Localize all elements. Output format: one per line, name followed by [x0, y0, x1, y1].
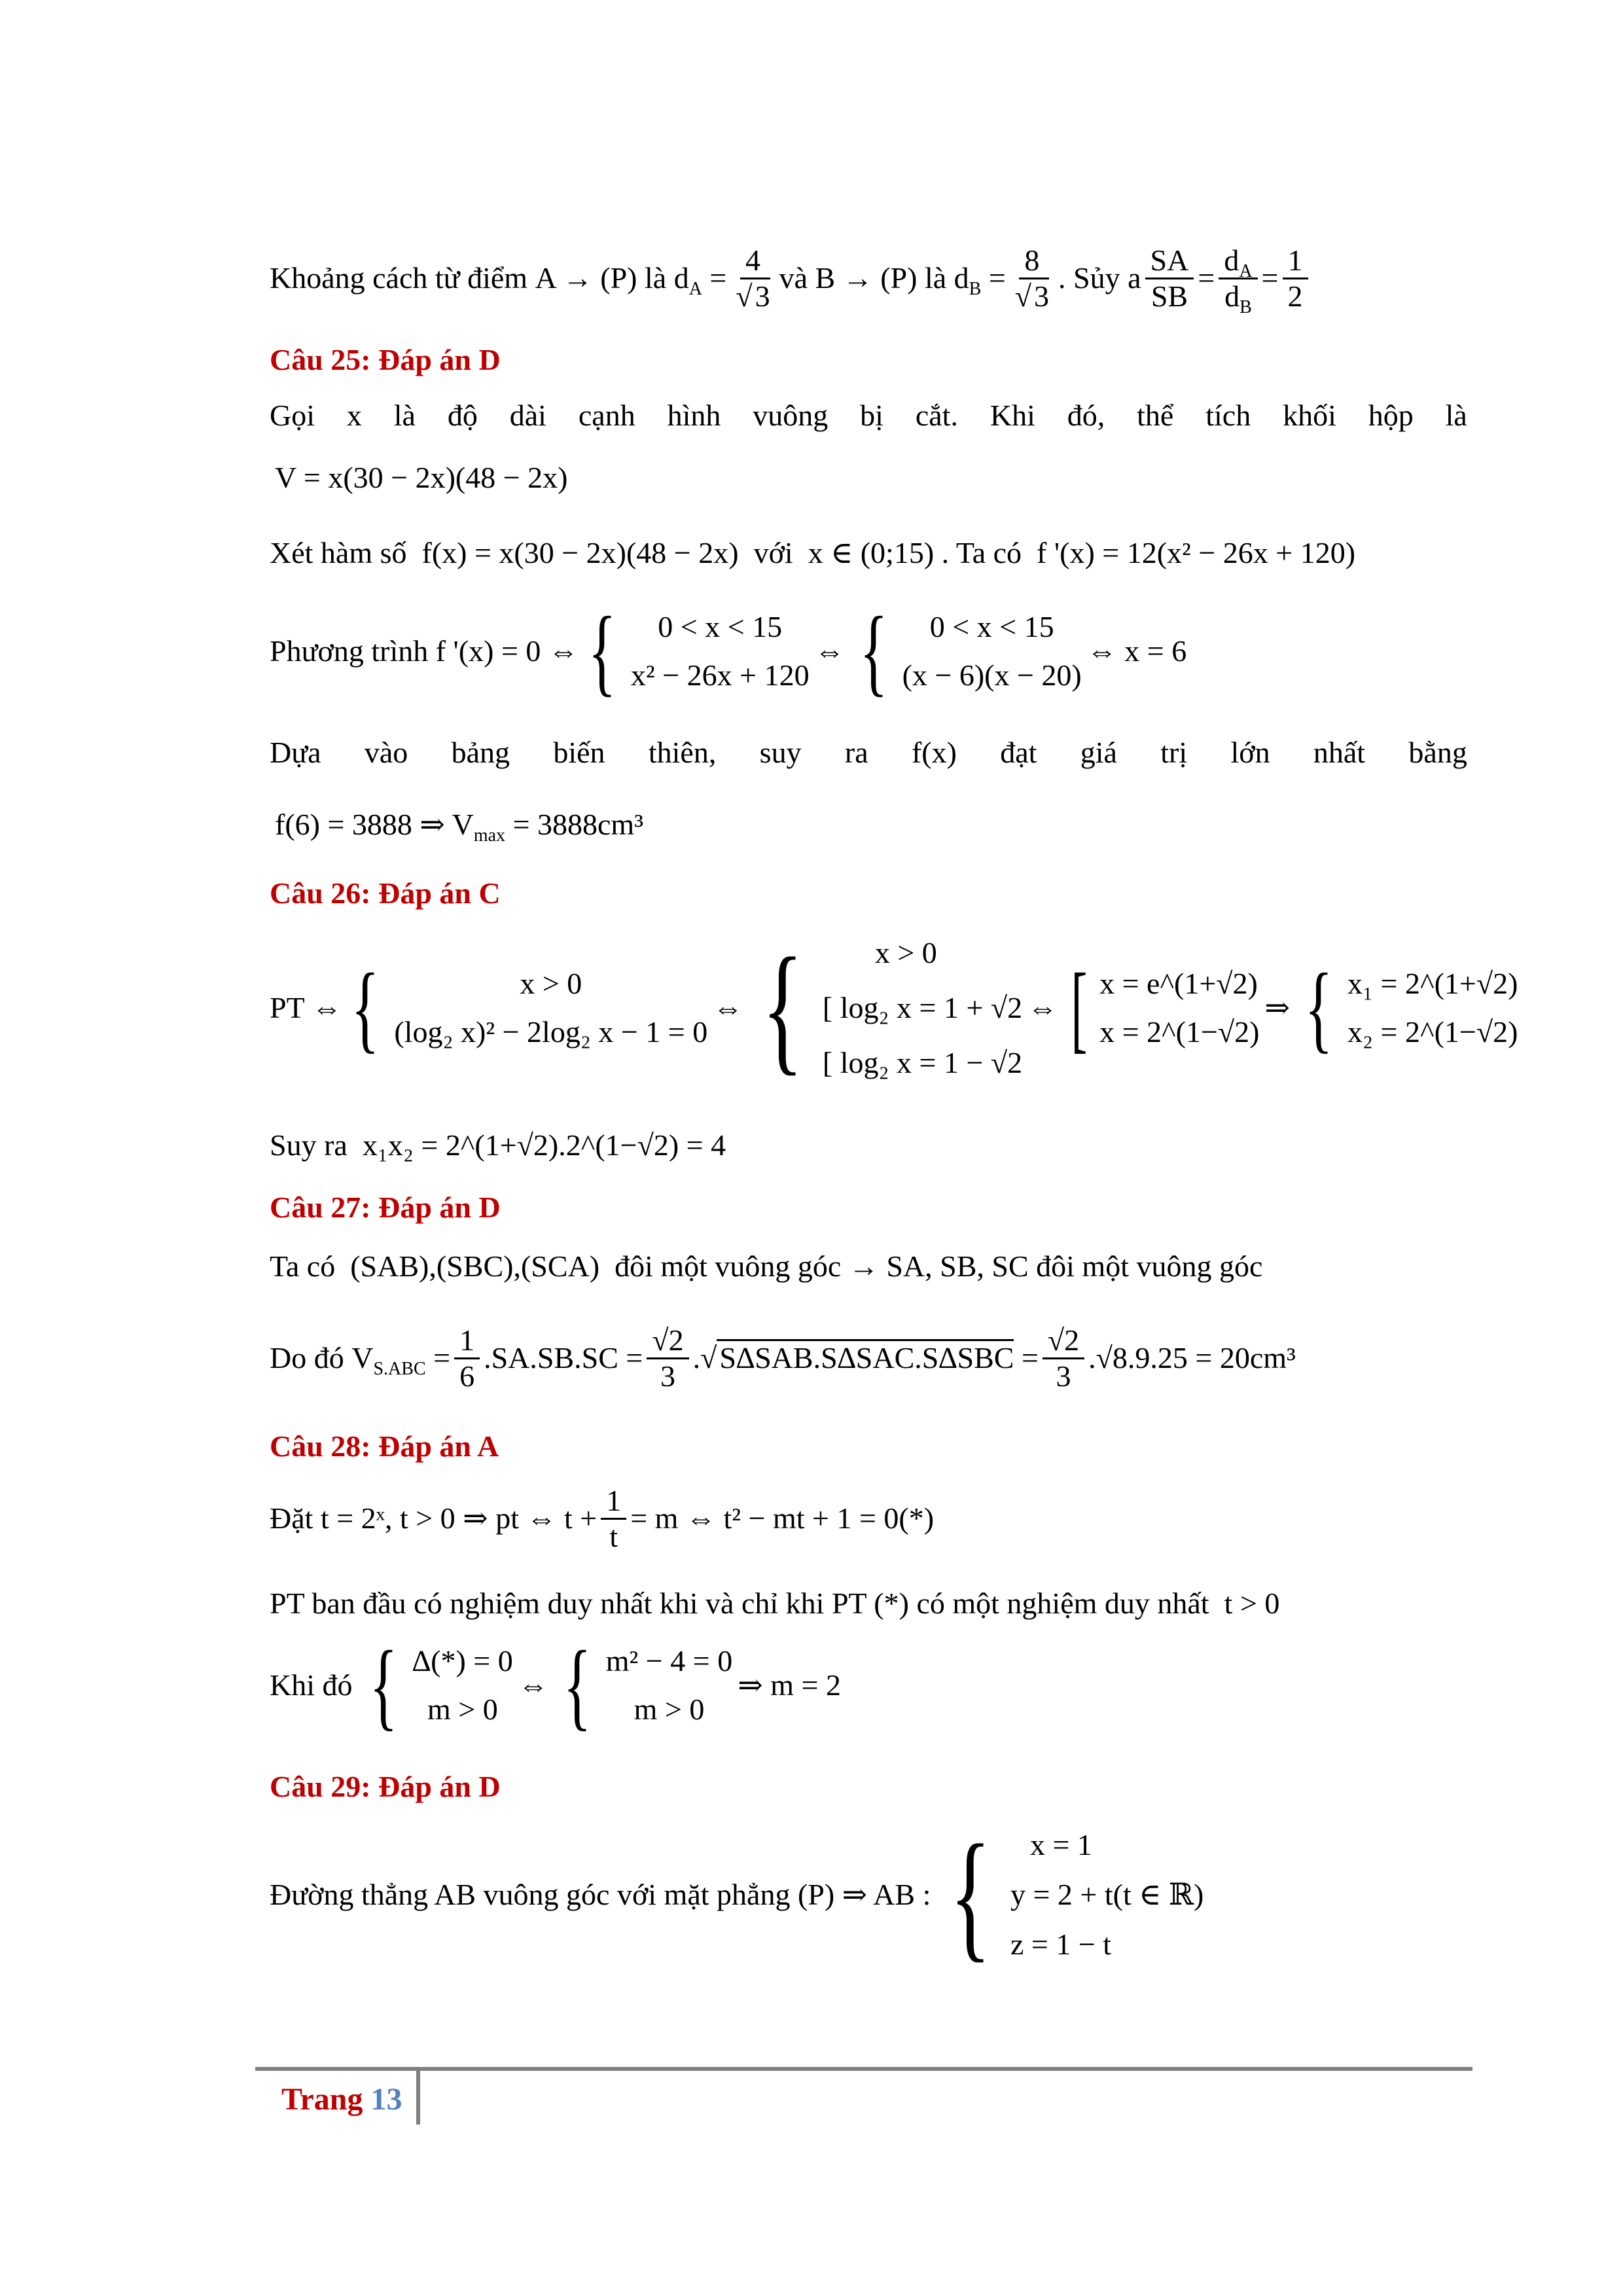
word: đó, [1067, 399, 1105, 432]
q25-result: f(6) = 3888 ⇒ $V_{max} = 3888cm^3$ [275, 808, 643, 846]
word: Gọi [270, 399, 315, 432]
text: và [779, 261, 808, 295]
q25-function-line: Xét hàm số f(x) = x(30 − 2x)(48 − 2x) với x ∈ (0;15) . Ta có f '(x) = 12(x² − 26x + 120) [270, 536, 1356, 569]
word: Dựa [270, 736, 321, 769]
text: là [644, 261, 667, 295]
heading-q29: Câu 29: Đáp án D [270, 1770, 501, 1803]
system: { ∆(*) = 0 m > 0 [369, 1631, 513, 1740]
word: f(x) [911, 736, 957, 769]
word: vuông [753, 399, 829, 432]
page-footer [281, 2080, 402, 2119]
q25-equation-line: Phương trình f '(x) = 0 ⇔ { 0 < x < 15 x² − 26x + 120 ⇔ { 0 < x < 15 (x − 6)(x − 20) ⇔ x = 6 [270, 597, 1187, 706]
q27-line-2: Do đó $V_{S.ABC}$ = $\frac{1}{6}$ .SA.SB.SC = $\frac{√2}{3}$ .√S∆SAB.S∆SAC.S∆SBC = $\frac{√2}{3}$ .√8.9.25 = 20cm³ [270, 1323, 1296, 1393]
system: [ x = e^(1+√2) x = 2^(1−√2) [1071, 954, 1260, 1062]
heading-q27: Câu 27: Đáp án D [270, 1191, 501, 1224]
q26-solution: PT ⇔ { x > 0 (log₂ x)² − 2log₂ x − 1 = 0 ⇔ { x > 0 [ log₂ x = 1 + √2 [ log₂ x = 1 − √2 ⇔ [ x = e^(1+√2) x = 2^(1−√2) ⇒ { x₁ = 2^(1+√2) x₂ = 2^(1−√2) [270, 923, 1467, 1093]
word: hộp [1368, 399, 1414, 432]
math: $d_B$ = [954, 261, 1006, 300]
word: ra [844, 736, 868, 769]
q28-line-3: Khi đó { ∆(*) = 0 m > 0 ⇔ { m² − 4 = 0 m > 0 ⇒ m = 2 [270, 1631, 841, 1740]
q28-line-2: PT ban đầu có nghiệm duy nhất khi và chỉ khi PT (*) có một nghiệm duy nhất t > 0 [270, 1587, 1280, 1620]
system: { x > 0 [ log₂ x = 1 + √2 [ log₂ x = 1 − √2 [762, 928, 1023, 1088]
word: thể [1137, 399, 1174, 432]
text: . Sủy a [1058, 261, 1141, 295]
fraction: $\frac{1}{6}$ [454, 1323, 480, 1393]
q28-line-1: Đặt t = 2ˣ, t > 0 ⇒ pt ⇔ t + $\frac{1}{t}$ = m ⇔ t² − mt + 1 = 0(*) [270, 1483, 935, 1553]
footer-rule [255, 2067, 1472, 2071]
word: cắt. [915, 399, 958, 432]
word: bằng [1408, 736, 1467, 769]
system: { 0 < x < 15 x² − 26x + 120 [588, 597, 810, 706]
fraction: $\frac{d_A}{d_B}$ [1219, 243, 1257, 314]
word: trị [1160, 736, 1188, 769]
word: bị [860, 399, 883, 432]
fraction: $\frac{8}{√3}$ [1014, 243, 1050, 313]
word: cạnh [578, 399, 635, 432]
system: { x = 1 y = 2 + t(t ∈ ℝ) z = 1 − t [950, 1815, 1204, 1975]
fraction: $\frac{√2}{3}$ [1043, 1323, 1084, 1393]
word: tích [1205, 399, 1251, 432]
math: A → (P) [535, 261, 637, 295]
fraction: $\frac{SA}{SB}$ [1145, 243, 1194, 314]
heading-q25: Câu 25: Đáp án D [270, 343, 501, 376]
system: { x₁ = 2^(1+√2) x₂ = 2^(1−√2) [1304, 954, 1518, 1062]
fraction: $\frac{1}{2}$ [1283, 243, 1308, 314]
word: đạt [1000, 736, 1037, 769]
heading-q28: Câu 28: Đáp án A [270, 1429, 499, 1463]
q25-paragraph-1 [270, 396, 1467, 435]
fraction: $\frac{√2}{3}$ [647, 1323, 688, 1393]
system: { 0 < x < 15 (x − 6)(x − 20) [859, 597, 1082, 706]
q27-line-1: Ta có (SAB),(SBC),(SCA) đôi một vuông góc → SA, SB, SC đôi một vuông góc [270, 1249, 1263, 1283]
word: vào [364, 736, 408, 769]
math: $d_A$ = [673, 261, 727, 300]
page-number: 13 [370, 2082, 402, 2117]
word: lớn [1230, 736, 1270, 769]
word: giá [1080, 736, 1117, 769]
word: x [346, 399, 362, 432]
footer-label: Trang [281, 2082, 363, 2117]
text: là [924, 261, 947, 295]
math: B → (P) [815, 261, 918, 295]
word: nhất [1313, 736, 1366, 769]
word: thiên, [648, 736, 717, 769]
footer-divider [416, 2071, 420, 2125]
word: suy [759, 736, 802, 769]
q25-paragraph-4 [270, 733, 1467, 772]
word: hình [667, 399, 721, 432]
text: Khoảng cách từ điểm [270, 261, 528, 295]
system: { x > 0 (log₂ x)² − 2log₂ x − 1 = 0 [351, 954, 708, 1062]
word: Khi [990, 399, 1035, 432]
distance-line: Khoảng cách từ điểm A → (P) là $d_A$ = $\frac{4}{√3}$ và B → (P) là $d_B$ = $\frac{8}{√3}$ . Sủy a $\frac{SA}{SB}$ = $\frac{d_A}{d_B}$ = $\frac{1}{2}$ [270, 236, 1467, 321]
word: khối [1283, 399, 1336, 432]
word: biến [553, 736, 605, 769]
q25-volume-formula: V = x(30 − 2x)(48 − 2x) [275, 461, 568, 494]
word: dài [509, 399, 546, 432]
q29-line-1: Đường thẳng AB vuông góc với mặt phẳng (P) ⇒ AB : { x = 1 y = 2 + t(t ∈ ℝ) z = 1 − t [270, 1815, 1204, 1975]
heading-q26: Câu 26: Đáp án C [270, 876, 501, 910]
q26-result: Suy ra x₁x₂ = 2^(1+√2).2^(1−√2) = 4 [270, 1128, 726, 1162]
word: là [1445, 399, 1467, 432]
fraction: $\frac{4}{√3}$ [736, 243, 770, 313]
fraction: $\frac{1}{t}$ [601, 1484, 626, 1554]
word: bảng [451, 736, 510, 769]
system: { m² − 4 = 0 m > 0 [563, 1631, 733, 1740]
word: độ [447, 399, 478, 432]
word: là [393, 399, 416, 432]
